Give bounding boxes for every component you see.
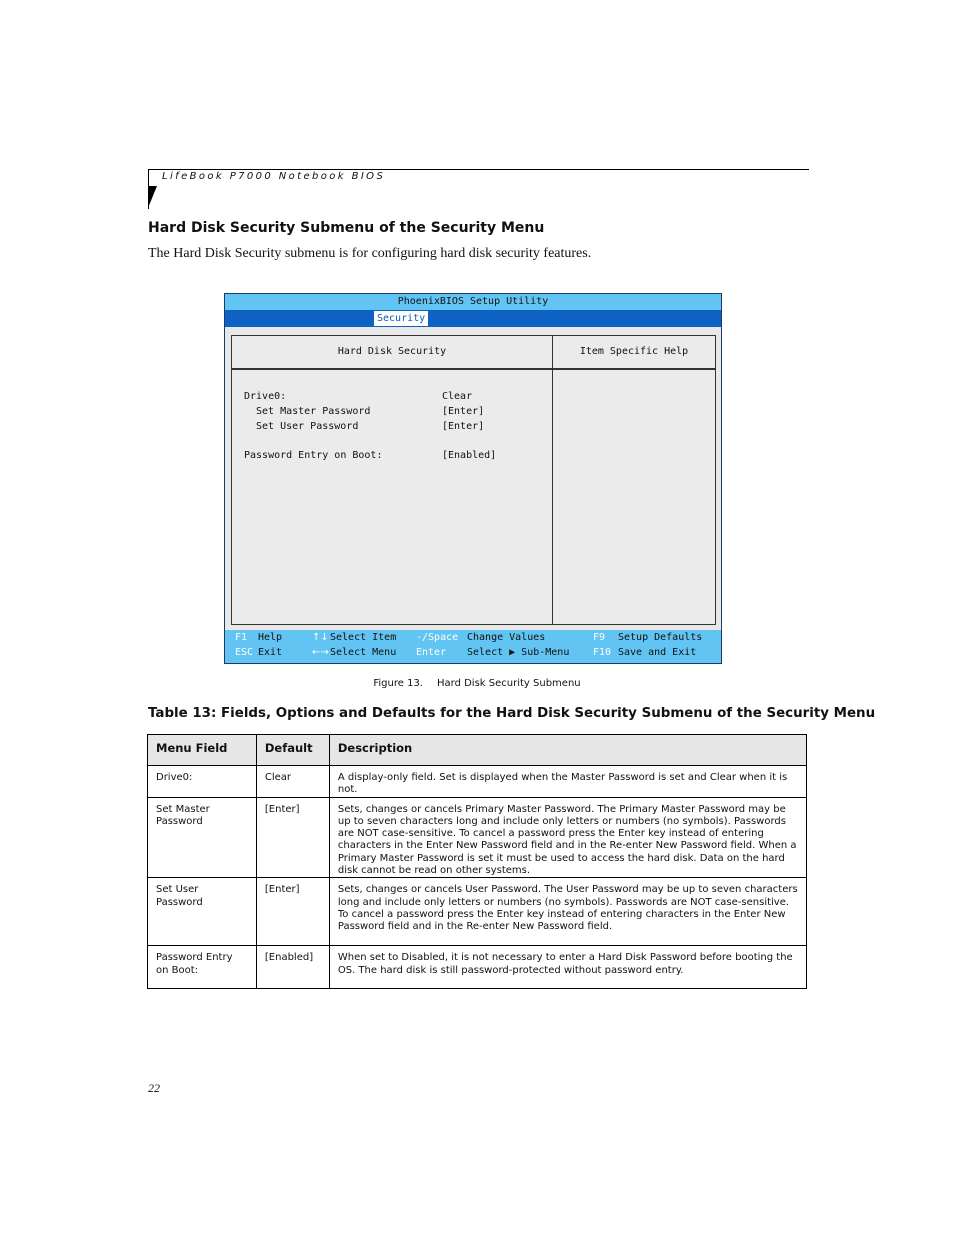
bios-key-minus-space-action: Change Values: [467, 632, 546, 643]
bios-key-f1: F1: [235, 632, 248, 643]
bios-field-value-set-master-password[interactable]: [Enter]: [442, 406, 485, 417]
bios-screenshot: [224, 293, 722, 664]
bios-field-value-set-user-password[interactable]: [Enter]: [442, 421, 485, 432]
bios-field-label-password-entry-on-boot[interactable]: Password Entry on Boot:: [244, 450, 383, 461]
bios-key-f10: F10: [593, 647, 612, 658]
bios-key-f10-action: Save and Exit: [618, 647, 697, 658]
bios-field-label-set-master-password[interactable]: Set Master Password: [256, 406, 371, 417]
table-cell-default: [Enter]: [256, 878, 329, 946]
bios-field-label-set-user-password[interactable]: Set User Password: [256, 421, 359, 432]
figure-caption-text: Hard Disk Security Submenu: [437, 678, 581, 689]
figure-caption: [0, 678, 954, 689]
table-cell-default: Clear: [256, 766, 329, 798]
bios-key-esc-action: Exit: [258, 647, 283, 658]
table-cell-default: [Enter]: [256, 797, 329, 878]
table-row: [148, 878, 807, 946]
bios-status-bar: [225, 630, 721, 663]
bios-field-value-password-entry-on-boot[interactable]: [Enabled]: [442, 450, 497, 461]
running-head: LifeBook P7000 Notebook BIOS: [162, 171, 386, 182]
bios-key-f9: F9: [593, 632, 606, 643]
bios-field-label-drive0: Drive0:: [244, 391, 287, 402]
page-number: 22: [148, 1081, 160, 1095]
table-header-default: Default: [256, 735, 329, 766]
intro-paragraph: The Hard Disk Security submenu is for configuring hard disk security features.: [148, 246, 592, 261]
bios-key-left-right-action: Select Menu: [330, 647, 397, 658]
bios-help-panel-title: Item Specific Help: [553, 336, 715, 370]
table-row: [148, 797, 807, 878]
table-header-menu-field: Menu Field: [148, 735, 257, 766]
table-cell-field: Set Master Password: [148, 797, 257, 878]
table-row: [148, 946, 807, 989]
bios-title-bar: PhoenixBIOS Setup Utility: [225, 294, 721, 310]
section-title: Hard Disk Security Submenu of the Security Menu: [148, 220, 545, 236]
table-header-description: Description: [329, 735, 806, 766]
table-cell-field: Drive0:: [148, 766, 257, 798]
bios-menu-bar: [225, 310, 721, 327]
bios-settings-panel: [231, 335, 553, 625]
fields-table: [147, 734, 807, 989]
bios-menu-tab-security[interactable]: Security: [374, 311, 428, 326]
header-wedge-mark: [148, 186, 157, 208]
figure-label: Figure 13.: [373, 678, 423, 689]
bios-body: [225, 327, 721, 630]
table-cell-description: When set to Disabled, it is not necessary to enter a Hard Disk Password before booting the OS. The hard disk is still password-protected without password entry.: [329, 946, 806, 989]
table-header-row: [148, 735, 807, 766]
table-cell-description: A display-only field. Set is displayed when the Master Password is set and Clear when it is not.: [329, 766, 806, 798]
header-rule: [148, 169, 809, 170]
table-cell-description: Sets, changes or cancels Primary Master Password. The Primary Master Password may be up to seven characters long and include only letters or numbers (no symbols). Passwords are NOT case-sensitive. To cancel a password press the Enter key instead of entering characters in the Enter New Password field and in the Re-enter New Password field. When a Primary Master Password is set it must be used to access the hard disk. Data on the hard disk cannot be read on other systems.: [329, 797, 806, 878]
bios-key-left-right-arrows-icon: ←→: [312, 647, 329, 658]
bios-field-value-drive0: Clear: [442, 391, 473, 402]
table-row: [148, 766, 807, 798]
bios-settings-panel-title: Hard Disk Security: [232, 336, 552, 370]
bios-key-esc: ESC: [235, 647, 254, 658]
table-title: Table 13: Fields, Options and Defaults for the Hard Disk Security Submenu of the Security Menu: [148, 706, 876, 721]
bios-key-enter-action: Select ▶ Sub-Menu: [467, 647, 570, 658]
bios-key-enter: Enter: [416, 647, 447, 658]
bios-key-up-down-action: Select Item: [330, 632, 397, 643]
table-cell-field: Set User Password: [148, 878, 257, 946]
table-cell-default: [Enabled]: [256, 946, 329, 989]
bios-key-minus-space: -/Space: [416, 632, 459, 643]
table-cell-description: Sets, changes or cancels User Password. The User Password may be up to seven characters long and include only letters or numbers (no symbols). Passwords are NOT case-sensitive. To cancel a password press the Enter key instead of entering characters in the Enter New Password field and in the Re-enter New Password field.: [329, 878, 806, 946]
table-cell-field: Password Entry on Boot:: [148, 946, 257, 989]
bios-key-f9-action: Setup Defaults: [618, 632, 703, 643]
bios-key-up-down-arrows-icon: ↑↓: [312, 632, 329, 643]
bios-help-panel: [552, 335, 716, 625]
bios-key-f1-action: Help: [258, 632, 283, 643]
